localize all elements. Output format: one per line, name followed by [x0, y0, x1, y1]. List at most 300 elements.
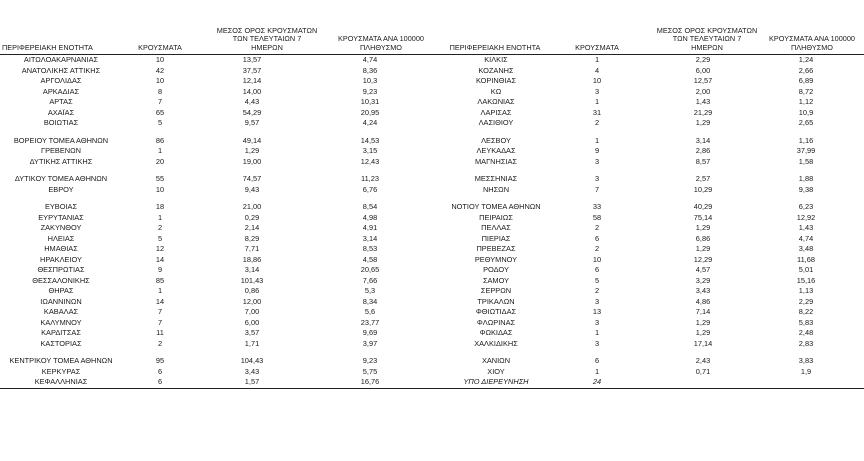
- cases-per-100000-cell: 23,77: [360, 317, 380, 327]
- table-row: [0, 328, 440, 339]
- table-row: [440, 234, 864, 245]
- region-name-cell: ΖΑΚΥΝΘΟΥ: [40, 223, 82, 232]
- region-name-cell: ΚΕΦΑΛΛΗΝΙΑΣ: [34, 377, 88, 386]
- region-name-cell: ΚΑΒΑΛΑΣ: [43, 307, 79, 316]
- row-spacer: [440, 195, 864, 202]
- seven-day-average-cell: 4,57: [695, 265, 711, 274]
- seven-day-average-cell: 75,14: [693, 212, 713, 222]
- table-row: [440, 157, 864, 168]
- cases-per-100000-cell: 8,54: [362, 202, 378, 211]
- table-row: [0, 286, 440, 297]
- seven-day-average-cell: 0,29: [244, 212, 260, 222]
- region-name-cell: ΑΧΑΪΑΣ: [47, 107, 75, 117]
- seven-day-average-cell: 3,43: [244, 366, 260, 376]
- cases-cell: 1: [157, 286, 163, 295]
- seven-day-average-cell: 3,43: [695, 286, 711, 295]
- seven-day-average-cell: 2,14: [244, 223, 260, 232]
- table-row: [0, 202, 440, 213]
- seven-day-average-cell: 7,71: [244, 244, 260, 253]
- cases-per-100000-cell: 1,12: [798, 97, 814, 106]
- cases-per-100000-cell: 5,3: [364, 286, 376, 295]
- table-row: [0, 97, 440, 108]
- table-row: [0, 377, 440, 389]
- cases-per-100000-cell: 9,38: [798, 184, 814, 194]
- cases-cell: 4: [594, 65, 600, 75]
- cases-per-100000-cell: 8,72: [798, 86, 814, 96]
- cases-per-100000-cell: 1,88: [798, 174, 814, 183]
- header-cases: ΚΡΟΥΣΜΑΤΑ: [138, 42, 182, 52]
- cases-per-100000-cell: 14,53: [360, 135, 380, 145]
- table-row: [0, 185, 440, 196]
- cases-per-100000-cell: 1,13: [798, 286, 814, 295]
- seven-day-average-cell: 40,29: [693, 202, 713, 211]
- cases-cell: 1: [157, 212, 163, 222]
- table-row: [440, 356, 864, 367]
- cases-per-100000-cell: 37,99: [796, 146, 816, 155]
- cases-per-100000-cell: 10,9: [798, 107, 814, 117]
- table-row: [0, 265, 440, 276]
- region-name-cell: ΚΟΡΙΝΘΙΑΣ: [475, 76, 517, 85]
- region-name-cell: ΠΙΕΡΙΑΣ: [481, 233, 511, 243]
- header-cases-per-100000: ΚΡΟΥΣΜΑΤΑ ΑΝΑ 100000 ΠΛΗΘΥΣΜΟ: [769, 34, 855, 52]
- cases-cell: 14: [155, 296, 165, 306]
- region-name-cell: ΜΕΣΣΗΝΙΑΣ: [474, 174, 518, 183]
- cases-cell: 13: [592, 307, 602, 316]
- right-table-header: [440, 20, 864, 55]
- table-row: [440, 377, 864, 389]
- table-row: [0, 157, 440, 168]
- region-name-cell: ΛΑΡΙΣΑΣ: [480, 107, 512, 117]
- header-cases-per-100000: ΚΡΟΥΣΜΑΤΑ ΑΝΑ 100000 ΠΛΗΘΥΣΜΟ: [338, 34, 424, 52]
- cases-per-100000-cell: 2,66: [798, 65, 814, 75]
- cases-cell: 8: [157, 86, 163, 96]
- cases-per-100000-cell: 15,16: [796, 275, 816, 285]
- table-row: [440, 328, 864, 339]
- row-spacer: [440, 167, 864, 174]
- cases-cell: 12: [155, 244, 165, 253]
- cases-per-100000-cell: 5,01: [798, 265, 814, 274]
- region-name-cell: ΠΕΛΛΑΣ: [481, 223, 511, 232]
- cases-cell: 7: [594, 184, 600, 194]
- cases-cell: 2: [594, 118, 600, 127]
- region-name-cell: ΡΟΔΟΥ: [483, 265, 509, 274]
- seven-day-average-cell: 9,43: [244, 184, 260, 194]
- region-name-cell: ΔΥΤΙΚΟΥ ΤΟΜΕΑ ΑΘΗΝΩΝ: [14, 174, 108, 183]
- region-name-cell: ΒΟΙΩΤΙΑΣ: [43, 118, 79, 127]
- seven-day-average-cell: 21,29: [693, 107, 713, 117]
- cases-cell: 10: [592, 254, 602, 264]
- cases-cell: 7: [157, 97, 163, 106]
- seven-day-average-cell: 6,00: [244, 317, 260, 327]
- table-row: [0, 87, 440, 98]
- table-row: [0, 307, 440, 318]
- seven-day-average-cell: 7,00: [244, 307, 260, 316]
- cases-cell: 5: [157, 233, 163, 243]
- cases-per-100000-cell: 9,23: [362, 356, 378, 365]
- seven-day-average-cell: 1,29: [695, 118, 711, 127]
- region-name-cell: ΔΥΤΙΚΗΣ ΑΤΤΙΚΗΣ: [29, 156, 93, 166]
- seven-day-average-cell: 54,29: [242, 107, 262, 117]
- seven-day-average-cell: 6,00: [695, 65, 711, 75]
- seven-day-average-cell: 1,29: [695, 317, 711, 327]
- region-name-cell: ΠΕΙΡΑΙΩΣ: [479, 212, 513, 222]
- seven-day-average-cell: 74,57: [242, 174, 262, 183]
- table-row: [440, 339, 864, 350]
- table-row: [0, 136, 440, 147]
- table-row: [0, 223, 440, 234]
- row-spacer: [0, 167, 440, 174]
- seven-day-average-cell: 4,86: [695, 296, 711, 306]
- table-row: [0, 213, 440, 224]
- cases-cell: 3: [594, 174, 600, 183]
- table-row: [440, 318, 864, 329]
- cases-cell: 1: [594, 366, 600, 376]
- cases-cell: 1: [594, 135, 600, 145]
- seven-day-average-cell: 2,29: [695, 55, 711, 64]
- table-row: [0, 55, 440, 66]
- region-name-cell: ΑΝΑΤΟΛΙΚΗΣ ΑΤΤΙΚΗΣ: [21, 65, 101, 75]
- cases-per-100000-cell: 20,95: [360, 107, 380, 117]
- table-row: [440, 55, 864, 66]
- table-row: [440, 66, 864, 77]
- region-name-cell: ΑΙΤΩΛΟΑΚΑΡΝΑΝΙΑΣ: [23, 55, 99, 64]
- seven-day-average-cell: 1,29: [695, 244, 711, 253]
- table-row: [440, 202, 864, 213]
- table-row: [0, 297, 440, 308]
- table-row: [440, 286, 864, 297]
- seven-day-average-cell: 3,14: [695, 135, 711, 145]
- region-name-cell: ΘΕΣΠΡΩΤΙΑΣ: [37, 265, 85, 274]
- table-row: [440, 136, 864, 147]
- cases-cell: 65: [155, 107, 165, 117]
- table-row: [0, 76, 440, 87]
- region-name-cell: ΑΡΚΑΔΙΑΣ: [42, 86, 80, 96]
- cases-cell: 3: [594, 156, 600, 166]
- cases-per-100000-cell: 5,6: [364, 307, 376, 316]
- seven-day-average-cell: 37,57: [242, 65, 262, 75]
- table-row: [0, 367, 440, 378]
- cases-per-100000-cell: 3,97: [362, 338, 378, 348]
- cases-cell: 6: [157, 366, 163, 376]
- table-row: [440, 185, 864, 196]
- cases-cell: 2: [157, 223, 163, 232]
- seven-day-average-cell: 7,14: [695, 307, 711, 316]
- table-row: [440, 307, 864, 318]
- seven-day-average-cell: 21,00: [242, 202, 262, 211]
- seven-day-average-cell: 104,43: [240, 356, 264, 365]
- region-name-cell: ΚΑΛΥΜΝΟΥ: [40, 317, 82, 327]
- left-table-body: [0, 55, 440, 389]
- seven-day-average-cell: 6,86: [695, 233, 711, 243]
- cases-per-100000-cell: 11,23: [361, 174, 379, 183]
- cases-per-100000-cell: 2,48: [798, 328, 814, 337]
- left-table: [0, 20, 440, 389]
- region-name-cell: ΒΟΡΕΙΟΥ ΤΟΜΕΑ ΑΘΗΝΩΝ: [13, 135, 109, 145]
- seven-day-average-cell: 17,14: [693, 338, 713, 348]
- row-spacer: [0, 349, 440, 356]
- seven-day-average-cell: 8,29: [244, 233, 260, 243]
- region-name-cell: ΛΑΚΩΝΙΑΣ: [477, 97, 515, 106]
- table-row: [440, 297, 864, 308]
- region-name-cell: ΚΩ: [490, 86, 502, 96]
- seven-day-average-cell: 1,43: [695, 97, 711, 106]
- seven-day-average-cell: 101,43: [240, 275, 264, 285]
- cases-cell: 5: [594, 275, 600, 285]
- region-name-cell: ΚΑΡΔΙΤΣΑΣ: [41, 328, 81, 337]
- seven-day-average-cell: 19,00: [242, 156, 262, 166]
- seven-day-average-cell: 12,29: [693, 254, 713, 264]
- cases-cell: 6: [157, 377, 163, 386]
- cases-per-100000-cell: 6,23: [798, 202, 814, 211]
- region-name-cell: ΧΑΛΚΙΔΙΚΗΣ: [474, 338, 518, 348]
- seven-day-average-cell: 12,14: [242, 76, 262, 85]
- region-name-cell: ΓΡΕΒΕΝΩΝ: [41, 146, 81, 155]
- seven-day-average-cell: 13,57: [242, 55, 262, 64]
- cases-cell: 11: [156, 328, 164, 337]
- cases-per-100000-cell: 1,43: [798, 223, 814, 232]
- region-name-cell: ΑΡΓΟΛΙΔΑΣ: [40, 76, 82, 85]
- cases-cell: 33: [592, 202, 602, 211]
- cases-per-100000-cell: 10,31: [360, 97, 380, 106]
- region-name-cell: ΑΡΤΑΣ: [49, 97, 73, 106]
- cases-cell: 14: [155, 254, 165, 264]
- cases-per-100000-cell: 3,15: [362, 146, 378, 155]
- cases-per-100000-cell: 1,24: [798, 55, 814, 64]
- region-name-cell: ΚΕΝΤΡΙΚΟΥ ΤΟΜΕΑ ΑΘΗΝΩΝ: [9, 356, 113, 365]
- table-row: [0, 174, 440, 185]
- cases-per-100000-cell: 3,83: [798, 356, 814, 365]
- seven-day-average-cell: 2,43: [695, 356, 711, 365]
- table-row: [440, 76, 864, 87]
- cases-per-100000-cell: 3,48: [798, 244, 814, 253]
- cases-cell: 85: [155, 275, 165, 285]
- cases-cell: 55: [155, 174, 165, 183]
- cases-per-100000-cell: 12,43: [360, 156, 380, 166]
- seven-day-average-cell: 1,29: [695, 223, 711, 232]
- seven-day-average-cell: 3,14: [244, 265, 260, 274]
- table-row: [0, 234, 440, 245]
- table-row: [440, 276, 864, 287]
- table-row: [0, 66, 440, 77]
- seven-day-average-cell: 3,57: [244, 328, 260, 337]
- table-row: [0, 118, 440, 129]
- cases-cell: 20: [155, 156, 165, 166]
- header-cases: ΚΡΟΥΣΜΑΤΑ: [575, 42, 619, 52]
- region-name-cell: ΥΠΟ ΔΙΕΡΕΥΝΗΣΗ: [463, 377, 529, 386]
- cases-cell: 24: [592, 377, 602, 386]
- header-region-unit: ΠΕΡΙΦΕΡΕΙΑΚΗ ΕΝΟΤΗΤΑ: [449, 42, 541, 52]
- cases-cell: 3: [594, 296, 600, 306]
- cases-cell: 7: [157, 317, 163, 327]
- cases-per-100000-cell: 11,68: [797, 254, 815, 264]
- region-name-cell: ΧΑΝΙΩΝ: [481, 356, 511, 365]
- cases-per-100000-cell: 1,9: [800, 366, 812, 376]
- left-table-header: [0, 20, 440, 55]
- seven-day-average-cell: 1,57: [244, 377, 260, 386]
- region-name-cell: ΚΑΣΤΟΡΙΑΣ: [40, 338, 82, 348]
- cases-per-100000-cell: 4,74: [362, 55, 378, 64]
- row-spacer: [0, 129, 440, 136]
- region-name-cell: ΡΕΘΥΜΝΟΥ: [474, 254, 518, 264]
- cases-cell: 3: [594, 86, 600, 96]
- region-name-cell: ΛΕΣΒΟΥ: [481, 135, 511, 145]
- cases-cell: 2: [594, 244, 600, 253]
- seven-day-average-cell: 9,57: [244, 118, 260, 127]
- seven-day-average-cell: 1,71: [244, 338, 260, 348]
- table-row: [0, 244, 440, 255]
- region-name-cell: ΜΑΓΝΗΣΙΑΣ: [475, 156, 517, 166]
- table-row: [0, 255, 440, 266]
- seven-day-average-cell: 12,57: [693, 76, 713, 85]
- region-name-cell: ΗΛΕΙΑΣ: [47, 233, 75, 243]
- cases-cell: 6: [594, 233, 600, 243]
- seven-day-average-cell: 8,57: [695, 156, 711, 166]
- cases-cell: 1: [594, 55, 600, 64]
- region-name-cell: ΘΕΣΣΑΛΟΝΙΚΗΣ: [32, 275, 90, 285]
- cases-cell: 3: [594, 338, 600, 348]
- cases-per-100000-cell: 2,29: [798, 296, 814, 306]
- cases-per-100000-cell: 8,34: [362, 296, 378, 306]
- cases-per-100000-cell: 20,65: [360, 265, 380, 274]
- cases-cell: 2: [594, 286, 600, 295]
- region-name-cell: ΠΡΕΒΕΖΑΣ: [476, 244, 516, 253]
- cases-cell: 42: [155, 65, 165, 75]
- seven-day-average-cell: 1,29: [695, 328, 711, 337]
- cases-per-100000-cell: 4,98: [362, 212, 378, 222]
- table-row: [0, 108, 440, 119]
- cases-cell: 2: [594, 223, 600, 232]
- table-row: [440, 108, 864, 119]
- cases-per-100000-cell: 8,36: [362, 65, 378, 75]
- region-name-cell: ΕΥΒΟΙΑΣ: [44, 202, 78, 211]
- table-row: [440, 255, 864, 266]
- row-spacer: [440, 349, 864, 356]
- table-row: [440, 367, 864, 378]
- cases-per-100000-cell: 4,24: [362, 118, 378, 127]
- cases-cell: 10: [155, 76, 165, 85]
- cases-per-100000-cell: 2,83: [798, 338, 814, 348]
- cases-cell: 1: [594, 97, 600, 106]
- cases-cell: 95: [155, 356, 165, 365]
- row-spacer: [440, 129, 864, 136]
- table-row: [440, 244, 864, 255]
- region-name-cell: ΦΛΩΡΙΝΑΣ: [476, 317, 516, 327]
- seven-day-average-cell: 4,43: [244, 97, 260, 106]
- cases-cell: 58: [592, 212, 602, 222]
- seven-day-average-cell: 2,86: [695, 146, 711, 155]
- row-spacer: [0, 195, 440, 202]
- region-name-cell: ΚΟΖΑΝΗΣ: [478, 65, 514, 75]
- header-region-unit: ΠΕΡΙΦΕΡΕΙΑΚΗ ΕΝΟΤΗΤΑ: [2, 42, 93, 52]
- cases-cell: 10: [155, 55, 165, 64]
- table-row: [440, 174, 864, 185]
- right-table: [440, 20, 864, 389]
- seven-day-average-cell: 2,00: [695, 86, 711, 96]
- cases-per-100000-cell: 16,76: [360, 377, 380, 386]
- cases-cell: 18: [155, 202, 165, 211]
- header-seven-day-average: ΜΕΣΟΣ ΟΡΟΣ ΚΡΟΥΣΜΑΤΩΝ ΤΩΝ ΤΕΛΕΥΤΑΙΩΝ 7 ΗΜΕΡΩΝ: [216, 25, 318, 52]
- region-name-cell: ΗΡΑΚΛΕΙΟΥ: [40, 254, 82, 264]
- seven-day-average-cell: 12,00: [242, 296, 262, 306]
- cases-cell: 5: [157, 118, 163, 127]
- right-table-body: [440, 55, 864, 389]
- seven-day-average-cell: 2,57: [695, 174, 711, 183]
- region-name-cell: ΧΙΟΥ: [487, 366, 505, 376]
- cases-cell: 9: [157, 265, 163, 274]
- region-name-cell: ΝΟΤΙΟΥ ΤΟΜΕΑ ΑΘΗΝΩΝ: [451, 202, 541, 211]
- region-name-cell: ΚΕΡΚΥΡΑΣ: [41, 366, 81, 376]
- cases-per-100000-cell: 5,75: [362, 366, 378, 376]
- cases-per-100000-cell: 6,76: [362, 184, 378, 194]
- region-name-cell: ΘΗΡΑΣ: [48, 286, 74, 295]
- cases-per-100000-cell: 1,58: [798, 156, 814, 166]
- cases-per-100000-cell: 4,91: [362, 223, 378, 232]
- region-name-cell: ΝΗΣΩΝ: [482, 184, 510, 194]
- table-row: [440, 146, 864, 157]
- cases-cell: 1: [594, 328, 600, 337]
- region-name-cell: ΕΒΡΟΥ: [48, 184, 74, 194]
- region-name-cell: ΗΜΑΘΙΑΣ: [44, 244, 78, 253]
- cases-cell: 31: [592, 107, 602, 117]
- seven-day-average-cell: 3,29: [695, 275, 711, 285]
- cases-per-100000-cell: 8,22: [798, 307, 814, 316]
- cases-cell: 10: [592, 76, 602, 85]
- cases-per-100000-cell: 1,16: [798, 135, 814, 145]
- cases-per-100000-cell: 10,3: [362, 76, 378, 85]
- cases-cell: 9: [594, 146, 600, 155]
- cases-cell: 1: [157, 146, 163, 155]
- table-row: [440, 213, 864, 224]
- seven-day-average-cell: 0,71: [695, 366, 711, 376]
- region-name-cell: ΛΕΥΚΑΔΑΣ: [476, 146, 516, 155]
- cases-per-100000-cell: 5,83: [798, 317, 814, 327]
- region-name-cell: ΙΩΑΝΝΙΝΩΝ: [40, 296, 82, 306]
- region-name-cell: ΦΩΚΙΔΑΣ: [479, 328, 513, 337]
- table-row: [0, 146, 440, 157]
- region-name-cell: ΤΡΙΚΑΛΩΝ: [477, 296, 515, 306]
- cases-per-100000-cell: 4,74: [798, 233, 814, 243]
- table-row: [440, 87, 864, 98]
- cases-cell: 7: [157, 307, 163, 316]
- cases-per-100000-cell: 7,66: [362, 275, 378, 285]
- cases-per-100000-cell: 6,89: [798, 76, 814, 85]
- table-row: [0, 318, 440, 329]
- table-row: [0, 356, 440, 367]
- seven-day-average-cell: 49,14: [242, 135, 262, 145]
- cases-per-100000-cell: 3,14: [362, 233, 378, 243]
- region-name-cell: ΛΑΣΙΘΙΟΥ: [478, 118, 514, 127]
- seven-day-average-cell: 1,29: [244, 146, 260, 155]
- header-seven-day-average: ΜΕΣΟΣ ΟΡΟΣ ΚΡΟΥΣΜΑΤΩΝ ΤΩΝ ΤΕΛΕΥΤΑΙΩΝ 7 ΗΜΕΡΩΝ: [656, 25, 758, 52]
- cases-cell: 3: [594, 317, 600, 327]
- table-row: [440, 265, 864, 276]
- region-name-cell: ΕΥΡΥΤΑΝΙΑΣ: [38, 212, 84, 222]
- cases-per-100000-cell: 2,65: [798, 118, 814, 127]
- seven-day-average-cell: 18,86: [242, 254, 262, 264]
- cases-cell: 6: [594, 265, 600, 274]
- region-name-cell: ΣΕΡΡΩΝ: [480, 286, 512, 295]
- table-row: [0, 339, 440, 350]
- cases-cell: 2: [157, 338, 163, 348]
- table-row: [0, 276, 440, 287]
- cases-per-100000-cell: 9,69: [362, 328, 378, 337]
- seven-day-average-cell: 10,29: [693, 184, 713, 194]
- seven-day-average-cell: 14,00: [242, 86, 262, 96]
- table-row: [440, 97, 864, 108]
- seven-day-average-cell: 0,86: [244, 286, 260, 295]
- cases-per-100000-cell: 12,92: [796, 212, 816, 222]
- cases-per-100000-cell: 4,58: [362, 254, 378, 264]
